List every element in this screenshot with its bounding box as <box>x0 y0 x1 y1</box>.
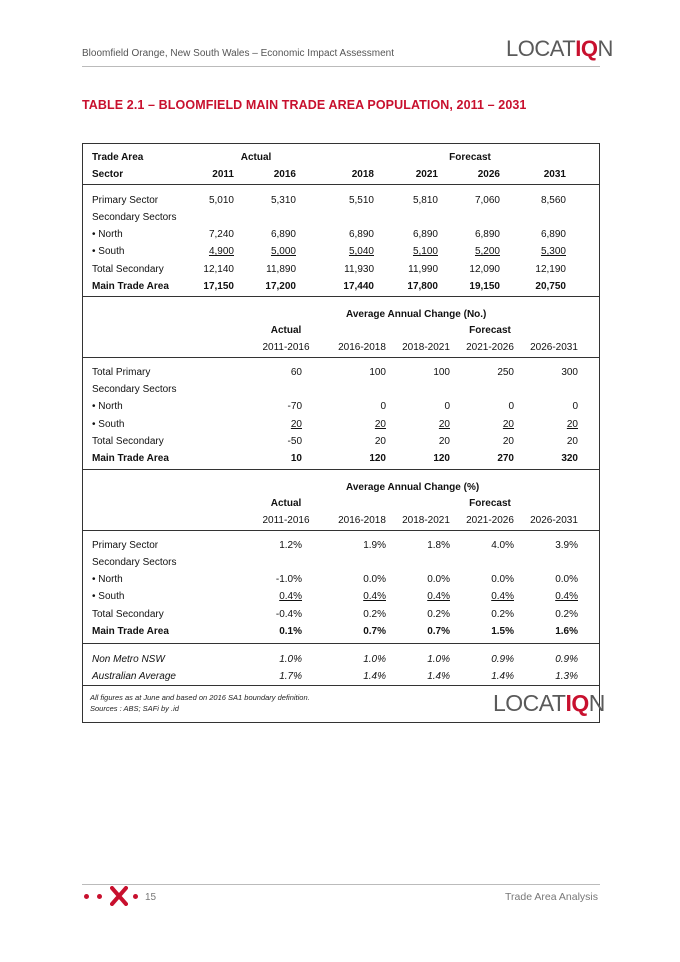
table-cell: 0 <box>508 401 514 412</box>
table-cell: 300 <box>561 367 578 378</box>
year-header: 2016 <box>273 169 296 180</box>
table-cell: 20 <box>566 419 578 430</box>
table-cell: 60 <box>290 367 302 378</box>
benchmark-cell: 0.9% <box>555 654 578 665</box>
table-cell: 20 <box>374 419 386 430</box>
benchmark-label: Australian Average <box>92 671 176 682</box>
table-cell: 0 <box>380 401 386 412</box>
table-cell: 250 <box>497 367 514 378</box>
period-header: 2021-2026 <box>466 342 514 353</box>
table-cell: 0.2% <box>427 609 450 620</box>
table-cell: 17,800 <box>407 281 438 292</box>
locatiqn-logo-bottom: LOCATIQN <box>493 690 605 716</box>
table-cell: 0.4% <box>279 591 302 602</box>
table-cell: 6,890 <box>474 229 500 240</box>
table-cell: 0.4% <box>427 591 450 602</box>
table-cell: 6,890 <box>348 229 374 240</box>
table-cell: 1.9% <box>363 540 386 551</box>
table-cell: 1.5% <box>491 626 514 637</box>
actual-header: Actual <box>240 152 272 163</box>
period-header: 2016-2018 <box>338 515 386 526</box>
table-cell: 0.4% <box>555 591 578 602</box>
table-cell: 6,890 <box>540 229 566 240</box>
table-cell: 1.6% <box>555 626 578 637</box>
row-label: Main Trade Area <box>92 453 169 464</box>
table-cell: 0.2% <box>363 609 386 620</box>
table-cell: 17,440 <box>343 281 374 292</box>
x-cross-icon <box>110 886 128 906</box>
benchmark-divider <box>82 643 600 644</box>
footer-divider <box>82 884 600 885</box>
period-header: 2026-2031 <box>530 515 578 526</box>
actual-header: Actual <box>270 498 302 509</box>
benchmark-cell: 1.4% <box>427 671 450 682</box>
table-cell: 120 <box>369 453 386 464</box>
table-cell: 20 <box>502 419 514 430</box>
table-cell: 19,150 <box>469 281 500 292</box>
table-cell: 120 <box>433 453 450 464</box>
footer-dot-icon <box>133 894 138 899</box>
page-number: 15 <box>145 892 157 903</box>
benchmark-cell: 1.0% <box>279 654 302 665</box>
table-note: All figures as at June and based on 2016 SA1 boundary definition. <box>90 693 310 702</box>
table-cell: 17,150 <box>203 281 234 292</box>
forecast-header: Forecast <box>469 498 511 509</box>
table-cell: 5,510 <box>348 195 374 206</box>
row-label: Main Trade Area <box>92 626 169 637</box>
notes-divider <box>82 685 600 686</box>
table-cell: 1.2% <box>279 540 302 551</box>
table-cell: 0.7% <box>427 626 450 637</box>
row-label: Total Secondary <box>92 436 164 447</box>
table-cell: 100 <box>433 367 450 378</box>
table-cell: 0 <box>444 401 450 412</box>
sector-header: Sector <box>92 169 124 180</box>
row-label: • South <box>92 246 125 257</box>
table-cell: 0.2% <box>491 609 514 620</box>
table-cell: 5,200 <box>474 246 500 257</box>
table-cell: 20 <box>290 419 302 430</box>
table-cell: 5,810 <box>412 195 438 206</box>
table-cell: 5,300 <box>540 246 566 257</box>
benchmark-cell: 0.9% <box>491 654 514 665</box>
table-cell: 0.2% <box>555 609 578 620</box>
table-cell: 5,310 <box>270 195 296 206</box>
table-cell: 6,890 <box>412 229 438 240</box>
table-cell: 0.0% <box>491 574 514 585</box>
row-label: Total Secondary <box>92 264 164 275</box>
table-cell: 4,900 <box>208 246 234 257</box>
table-cell: 100 <box>369 367 386 378</box>
trade-area-header: Trade Area <box>92 152 144 163</box>
table-cell: 0.4% <box>363 591 386 602</box>
year-header: 2026 <box>477 169 500 180</box>
row-label: • North <box>92 401 123 412</box>
table-cell: 0.0% <box>427 574 450 585</box>
period-header: 2026-2031 <box>530 342 578 353</box>
table-cell: -0.4% <box>275 609 302 620</box>
footer-section-title: Trade Area Analysis <box>505 891 598 903</box>
table-cell: 12,140 <box>203 264 234 275</box>
year-header: 2021 <box>415 169 438 180</box>
table-cell: 0 <box>572 401 578 412</box>
table-cell: 0.1% <box>279 626 302 637</box>
forecast-header: Forecast <box>449 152 491 163</box>
table-cell: 20 <box>374 436 386 447</box>
table-cell: 11,990 <box>408 264 438 275</box>
table-cell: 1.8% <box>427 540 450 551</box>
actual-header: Actual <box>270 325 302 336</box>
table-cell: 5,000 <box>270 246 296 257</box>
table-cell: 320 <box>561 453 578 464</box>
table-cell: 11,930 <box>344 264 374 275</box>
table-cell: 12,190 <box>535 264 566 275</box>
section-heading: Average Annual Change (%) <box>346 482 480 493</box>
table-cell: 0.0% <box>363 574 386 585</box>
table-title: TABLE 2.1 – BLOOMFIELD MAIN TRADE AREA POPULATION, 2011 – 2031 <box>82 98 527 112</box>
table-cell: 17,200 <box>265 281 296 292</box>
period-header: 2011-2016 <box>262 342 310 353</box>
period-header: 2018-2021 <box>402 342 450 353</box>
row-label: Primary Sector <box>92 540 159 551</box>
table-cell: 5,040 <box>348 246 374 257</box>
benchmark-cell: 1.0% <box>363 654 386 665</box>
table-cell: 20,750 <box>535 281 566 292</box>
benchmark-label: Non Metro NSW <box>92 654 165 665</box>
table-cell: -70 <box>287 401 302 412</box>
table-cell: 6,890 <box>270 229 296 240</box>
table-cell: 20 <box>566 436 578 447</box>
footer-dot-icon <box>84 894 89 899</box>
table-cell: 7,060 <box>474 195 500 206</box>
table-cell: 10 <box>290 453 302 464</box>
section1-header-rule <box>82 184 600 185</box>
table-cell: 0.0% <box>555 574 578 585</box>
row-label: Secondary Sectors <box>92 384 177 395</box>
period-header: 2016-2018 <box>338 342 386 353</box>
benchmark-cell: 1.0% <box>427 654 450 665</box>
table-cell: 4.0% <box>491 540 514 551</box>
table-cell: 20 <box>438 436 450 447</box>
table-cell: 20 <box>502 436 514 447</box>
forecast-header: Forecast <box>469 325 511 336</box>
period-header: 2011-2016 <box>262 515 310 526</box>
section-divider-2 <box>82 469 600 470</box>
row-label: Main Trade Area <box>92 281 169 292</box>
benchmark-cell: 1.4% <box>363 671 386 682</box>
table-cell: -50 <box>287 436 302 447</box>
row-label: Primary Sector <box>92 195 159 206</box>
benchmark-cell: 1.3% <box>555 671 578 682</box>
table-cell: 270 <box>497 453 514 464</box>
section-divider-1 <box>82 296 600 297</box>
year-header: 2011 <box>212 169 234 180</box>
row-label: Total Primary <box>92 367 151 378</box>
table-cell: 20 <box>438 419 450 430</box>
section3-header-rule <box>82 530 600 531</box>
row-label: • North <box>92 574 123 585</box>
year-header: 2031 <box>543 169 566 180</box>
table-cell: 7,240 <box>208 229 234 240</box>
period-header: 2021-2026 <box>466 515 514 526</box>
locatiqn-logo: LOCATIQN <box>506 36 613 61</box>
row-label: Secondary Sectors <box>92 557 177 568</box>
table-cell: 12,090 <box>469 264 500 275</box>
footer-dot-icon <box>97 894 102 899</box>
benchmark-cell: 1.7% <box>279 671 302 682</box>
table-cell: 3.9% <box>555 540 578 551</box>
benchmark-cell: 1.4% <box>491 671 514 682</box>
table-cell: 8,560 <box>540 195 566 206</box>
row-label: • North <box>92 229 123 240</box>
table-cell: 11,890 <box>266 264 296 275</box>
section2-header-rule <box>82 357 600 358</box>
table-cell: 5,010 <box>208 195 234 206</box>
row-label: Total Secondary <box>92 609 164 620</box>
row-label: • South <box>92 591 125 602</box>
table-cell: 0.4% <box>491 591 514 602</box>
row-label: • South <box>92 419 125 430</box>
table-cell: 5,100 <box>412 246 438 257</box>
table-cell: 0.7% <box>363 626 386 637</box>
section-heading: Average Annual Change (No.) <box>346 309 487 320</box>
year-header: 2018 <box>351 169 374 180</box>
header-divider <box>82 66 600 67</box>
period-header: 2018-2021 <box>402 515 450 526</box>
document-title: Bloomfield Orange, New South Wales – Economic Impact Assessment <box>82 48 394 59</box>
table-cell: -1.0% <box>275 574 302 585</box>
row-label: Secondary Sectors <box>92 212 177 223</box>
table-sources: Sources : ABS; SAFi by .id <box>90 704 179 713</box>
